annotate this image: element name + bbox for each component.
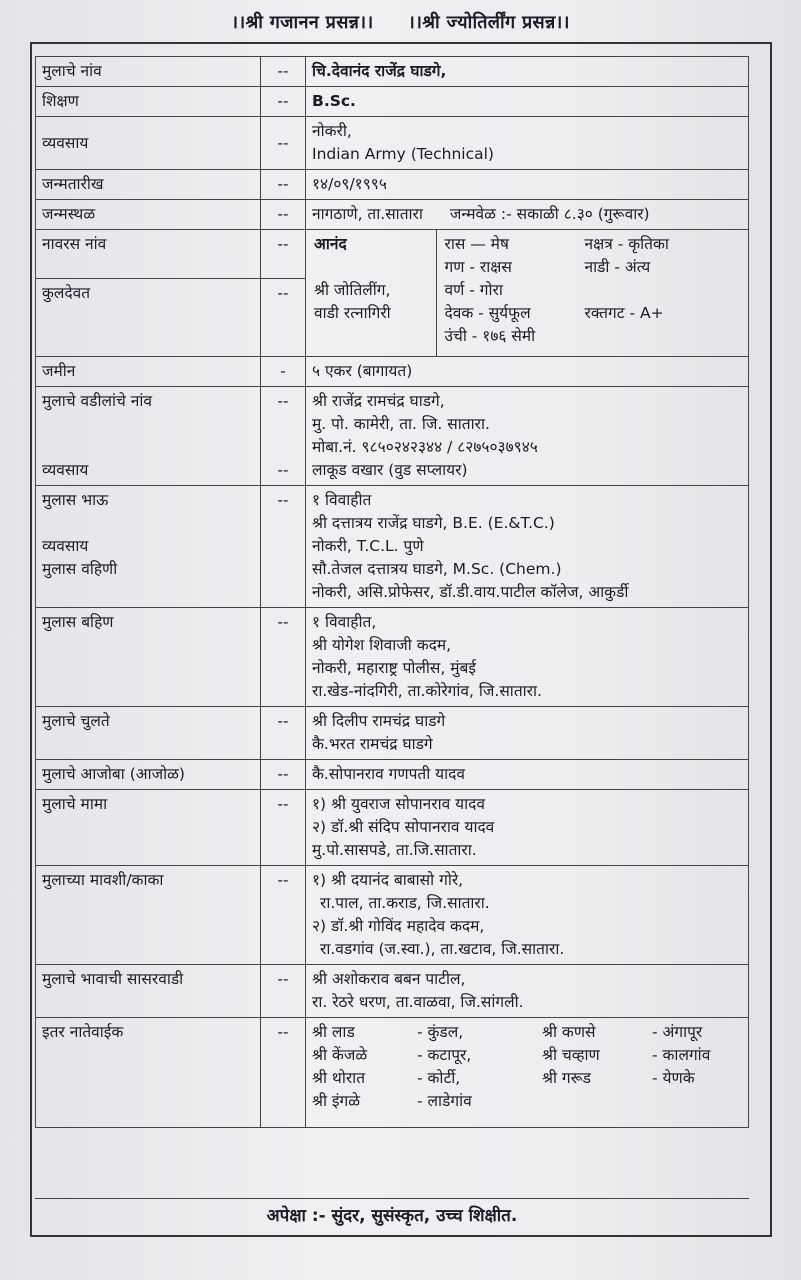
navras-value: आनंद — [314, 235, 347, 253]
kuldevat-line-1: श्री जोतिलींग, — [314, 281, 391, 299]
sep-relatives: -- — [261, 1018, 306, 1128]
label-mavshi: मुलाच्या मावशी/काका — [36, 866, 261, 965]
row-dob — [36, 170, 749, 200]
value-sasarwadi: श्री अशोकराव बबन पाटील, रा. रेठरे धरण, ता.वाळवा, जि.सांगली. — [306, 965, 749, 1018]
sep-mavshi: -- — [261, 866, 306, 965]
father-phone: मोबा.नं. ९८५०२४२३४४ / ८२७५०३७९४५ — [312, 438, 538, 456]
label-sister: मुलास बहिण — [36, 608, 261, 707]
birthplace-text: नागठाणे, ता.सातारा — [312, 205, 423, 223]
row-mama — [36, 790, 749, 866]
father-line-1: श्री राजेंद्र रामचंद्र घाडगे, — [312, 392, 445, 410]
sep-occupation: -- — [261, 117, 306, 170]
astro-details — [436, 230, 748, 356]
father-occ-label: व्यवसाय — [42, 461, 89, 479]
row-father — [36, 387, 749, 486]
header-right: ।।श्री ज्योतिर्लींग प्रसन्न।। — [408, 12, 570, 33]
value-dob: १४/०९/१९९५ — [306, 170, 749, 200]
astro-ras: रास — मेष — [444, 235, 509, 253]
value-mavshi: १) श्री दयानंद बाबासो गोरे, रा.पाल, ता.कराड, जि.सातारा. २) डॉ.श्री गोविंद महादेव कदम, रा.वडगांव (ज.स्वा.), ता.खटाव, जि.सातारा. — [306, 866, 749, 965]
father-label: मुलाचे वडीलांचे नांव — [42, 392, 153, 410]
value-brother: १ विवाहीत श्री दत्तात्रय राजेंद्र घाडगे, B.E. (E.&T.C.) नोकरी, T.C.L. पुणे सौ.तेजल दत्तात्रय घाडगे, M.Sc. (Chem.) नोकरी, असि.प्रोफेसर, डॉ.डी.वाय.पाटील कॉलेज, आकुर्डी — [306, 486, 749, 608]
label-relatives: इतर नातेवाईक — [36, 1018, 261, 1128]
label-land: जमीन — [36, 357, 261, 387]
row-land — [36, 357, 749, 387]
value-education: B.Sc. — [306, 87, 749, 117]
sep-grandfather: -- — [261, 760, 306, 790]
sep-education: -- — [261, 87, 306, 117]
value-father — [306, 387, 749, 486]
sep-land: - — [261, 357, 306, 387]
astro-nadi: नाडी - अंत्य — [584, 258, 651, 276]
astro-varna: वर्ण - गोरा — [444, 281, 503, 299]
value-relatives: श्री लाड - कुंडल, श्री कणसे - अंगापूर श्री केंजळे - कटापूर, श्री चव्हाण - कालगांव श्री थोरात - कोर्टी, श्री गरूड - येणके श्री इंगळे - लाडेगांव — [306, 1018, 749, 1128]
blessing-header — [0, 10, 801, 34]
row-brother — [36, 486, 749, 608]
label-birthplace: जन्मस्थळ — [36, 200, 261, 230]
label-education: शिक्षण — [36, 87, 261, 117]
value-land: ५ एकर (बागायत) — [306, 357, 749, 387]
brother-wife-label: मुलास वहिणी — [42, 560, 118, 578]
expectation-footer: अपेक्षा :- सुंदर, सुसंस्कृत, उच्च शिक्षीत. — [35, 1198, 749, 1233]
row-mavshi — [36, 866, 749, 965]
astro-gan: गण - राक्षस — [444, 258, 512, 276]
label-name: मुलाचे नांव — [36, 57, 261, 87]
value-grandfather: कै.सोपानराव गणपती यादव — [306, 760, 749, 790]
sep-uncle: -- — [261, 707, 306, 760]
row-navras — [36, 230, 749, 279]
biodata-table — [35, 56, 749, 1128]
label-dob: जन्मतारीख — [36, 170, 261, 200]
label-occupation: व्यवसाय — [36, 117, 261, 170]
label-navras: नावरस नांव — [36, 230, 261, 279]
sep-mama: -- — [261, 790, 306, 866]
label-kuldevat: कुलदेवत — [36, 279, 261, 357]
kuldevat-line-2: वाडी रत्नागिरी — [314, 304, 391, 322]
row-sister — [36, 608, 749, 707]
value-mama: १) श्री युवराज सोपानराव यादव २) डॉ.श्री संदिप सोपानराव यादव मु.पो.सासपडे, ता.जि.सातारा. — [306, 790, 749, 866]
value-sister: १ विवाहीत, श्री योगेश शिवाजी कदम, नोकरी, महाराष्ट्र पोलीस, मुंबई रा.खेड-नांदगिरी, ता.कोरेगांव, जि.सातारा. — [306, 608, 749, 707]
astro-nakshatra: नक्षत्र - कृतिका — [584, 235, 669, 253]
occupation-line-2: Indian Army (Technical) — [312, 145, 494, 163]
sep-dob: -- — [261, 170, 306, 200]
sep-name: -- — [261, 57, 306, 87]
value-uncle: श्री दिलीप रामचंद्र घाडगे कै.भरत रामचंद्र घाडगे — [306, 707, 749, 760]
sep-kuldevat: -- — [261, 279, 306, 357]
label-mama: मुलाचे मामा — [36, 790, 261, 866]
label-sasarwadi: मुलाचे भावाची सासरवाडी — [36, 965, 261, 1018]
row-name — [36, 57, 749, 87]
sep-sasarwadi: -- — [261, 965, 306, 1018]
sep-birthplace: -- — [261, 200, 306, 230]
label-uncle: मुलाचे चुलते — [36, 707, 261, 760]
row-occupation — [36, 117, 749, 170]
row-grandfather — [36, 760, 749, 790]
label-father — [36, 387, 261, 486]
row-relatives — [36, 1018, 749, 1128]
value-occupation — [306, 117, 749, 170]
father-line-2: मु. पो. कामेरी, ता. जि. सातारा. — [312, 415, 490, 433]
row-uncle — [36, 707, 749, 760]
sep-brother: -- — [261, 486, 306, 608]
birth-time-text: जन्मवेळ :- सकाळी ८.३० (गुरूवार) — [449, 205, 650, 223]
occupation-line-1: नोकरी, — [312, 122, 352, 140]
row-education — [36, 87, 749, 117]
sep-navras: -- — [261, 230, 306, 279]
brother-occ-label: व्यवसाय — [42, 537, 89, 555]
astro-devak: देवक - सुर्यफूल — [444, 304, 531, 322]
sep-father: -- -- — [261, 387, 306, 486]
father-occupation: लाकूड वखार (वुड सप्लायर) — [312, 461, 468, 479]
brother-label: मुलास भाऊ — [42, 491, 109, 509]
astro-height: उंची - १७६ सेमी — [444, 327, 536, 345]
label-brother — [36, 486, 261, 608]
label-grandfather: मुलाचे आजोबा (आजोळ) — [36, 760, 261, 790]
value-navras-kuldevat — [306, 230, 749, 357]
row-birthplace — [36, 200, 749, 230]
astro-blood: रक्तगट - A+ — [584, 304, 664, 322]
row-sasarwadi — [36, 965, 749, 1018]
value-birthplace — [306, 200, 749, 230]
header-left: ।।श्री गजानन प्रसन्न।। — [231, 12, 374, 33]
value-name: चि.देवानंद राजेंद्र घाडगे, — [306, 57, 749, 87]
sep-sister: -- — [261, 608, 306, 707]
